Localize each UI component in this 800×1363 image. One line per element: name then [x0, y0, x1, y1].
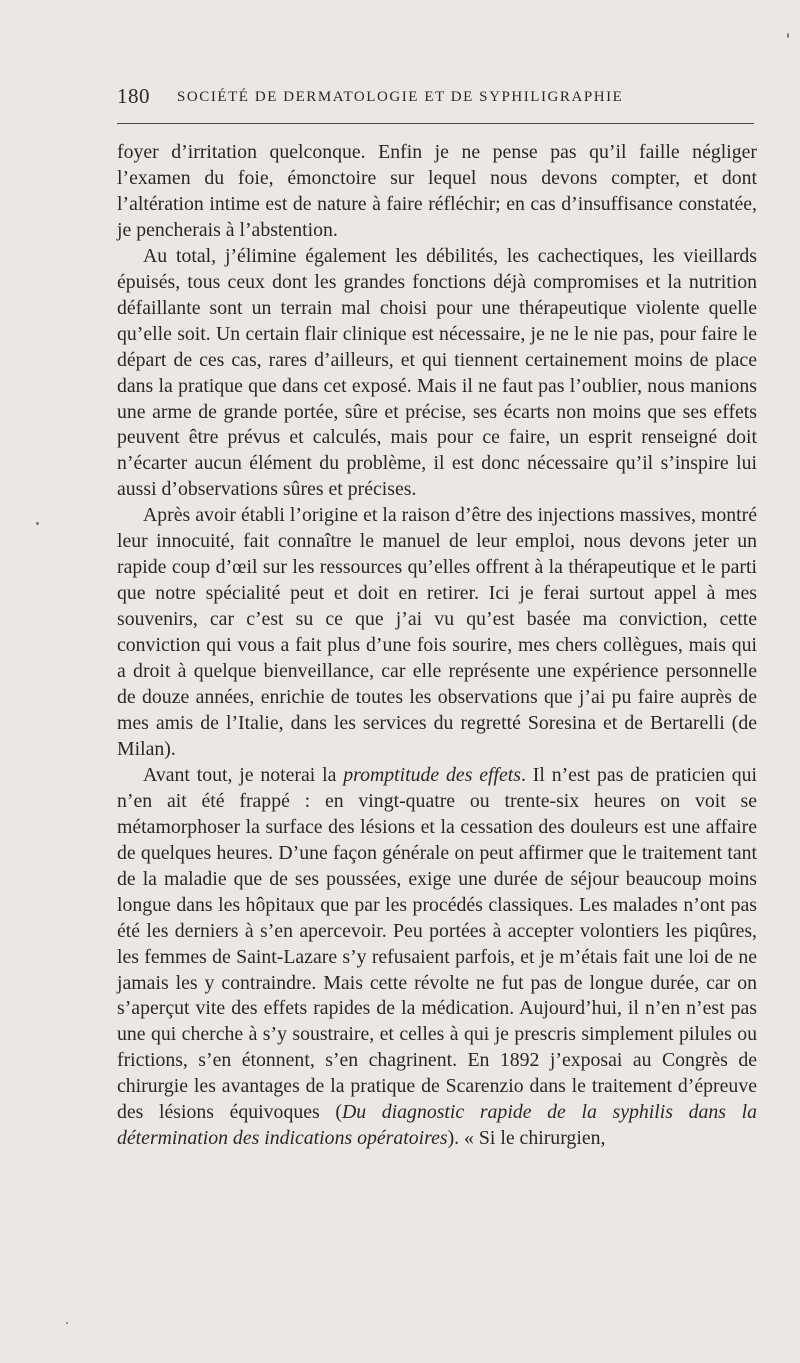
cited-title: Du diagnostic rapide de la syphilis dans la détermination des indications opératoires: [117, 1101, 757, 1150]
paragraph-3: Après avoir établi l’origine et la raison d’être des injections massives, montré leur innocuité, fait connaître le manuel de leur emploi, nous devons jeter un rapide coup d’œil sur les ressources qu’elles offrent à la thérapeutique et le parti que notre spécialité peut et doit en retirer. Ici je ferai surtout appel à mes souvenirs, car c’est su ce que j’ai vu qu’est basée ma conviction, cette conviction qui vous a fait plus d’une fois sourire, mes chers collègues, mais qui a droit à quelque bienveillance, car elle représente une expérience personnelle de douze années, enrichie de toutes les observations que j’ai pu faire auprès de mes amis de l’Italie, dans les services du regretté Soresina et de Bertarelli (de Milan).: [117, 504, 757, 760]
running-title: SOCIÉTÉ DE DERMATOLOGIE ET DE SYPHILIGRAPHIE: [177, 89, 624, 105]
paragraph-1: foyer d’irritation quelconque. Enfin je ne pense pas qu’il faille négliger l’examen du foie, émonctoire sur lequel nous devons compter, et dont l’altération intime est de nature à faire réfléchir; en cas d’insuffisance constatée, je pencherais à l’abstention.: [117, 141, 757, 241]
paragraph-4-text-c: ). « Si le chirurgien,: [447, 1127, 606, 1150]
paragraph-4-text-b: . Il n’est pas de praticien qui n’en ait été frappé : en vingt-quatre ou trente-six heures on voit se métamorphoser la surface des lésions et la cessation des douleurs est une affaire de quelques heures. D’une façon générale on peut affirmer que le traitement tant de la maladie que de ses poussées, exige une durée de séjour beaucoup moins longue dans les hôpitaux que par les procédés classiques. Les malades n’ont pas été les derniers à s’en apercevoir. Peu portées à accepter volontiers les piqûres, les femmes de Saint-Lazare s’y refusaient parfois, et je m’étais fait une loi de ne jamais les y contraindre. Mais cette révolte ne fut pas de longue durée, car on s’aperçut vite des effets rapides de la médication. Aujourd’hui, il n’en n’est pas une qui cherche à s’y soustraire, et celles à qui je prescris simplement pilules ou frictions, s’en étonnent, s’en chagrinent. En 1892 j’exposai au Congrès de chirurgie les avantages de la pratique de Scarenzio dans le traitement d’épreuve des lésions équivoques (: [117, 763, 757, 1124]
paper-speck: [66, 1322, 68, 1324]
paragraph-4-text-a: Avant tout, je noterai la: [143, 763, 344, 786]
page-number: 180: [117, 84, 150, 108]
paper-speck: [36, 522, 39, 525]
paragraph-4: [117, 763, 757, 1152]
body-text: [117, 140, 757, 1152]
page-header: [117, 84, 754, 114]
paper-speck: [787, 33, 789, 38]
emphasis-promptitude: promptitude des effets: [343, 763, 521, 786]
paragraph-2: Au total, j’élimine également les débilités, les cachectiques, les vieillards épuisés, tous ceux dont les grandes fonctions déjà compromises et la nutrition défaillante sont un terrain mal choisi pour une thérapeutique violente quelle qu’elle soit. Un certain flair clinique est nécessaire, je ne le nie pas, pour faire le départ de ces cas, rares d’ailleurs, et qui tiennent certainement moins de place dans la pratique que dans cet exposé. Mais il ne faut pas l’oublier, nous manions une arme de grande portée, sûre et précise, ses écarts non moins que ses effets peuvent être prévus et calculés, mais pour ce faire, un esprit renseigné doit n’écarter aucun élément du problème, il est donc nécessaire qu’il s’inspire lui aussi d’observations sûres et précises.: [117, 244, 757, 501]
header-rule: [117, 123, 754, 124]
